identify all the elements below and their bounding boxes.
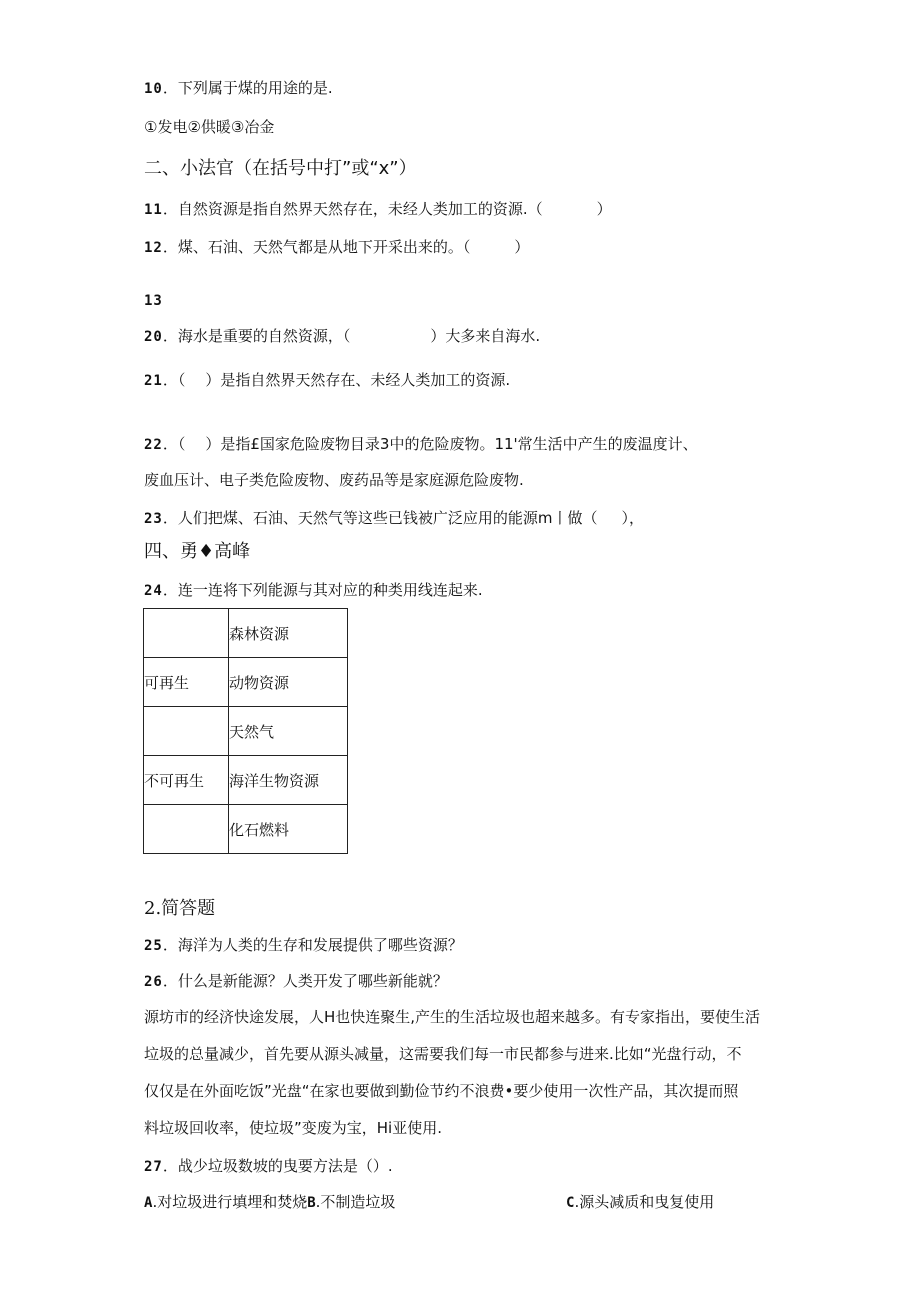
resource-cell: 化石燃料 bbox=[229, 805, 348, 854]
section-title-judge: 二、小法官（在括号中打”或“x”） bbox=[144, 158, 417, 179]
question-text: ．什么是新能源？人类开发了哪些新能就？ bbox=[162, 972, 448, 990]
question-27-options-ab bbox=[144, 1192, 395, 1213]
question-20 bbox=[144, 326, 540, 347]
question-22-continuation: 废血压计、电子类危险废物、废药品等是家庭源危险废物. bbox=[144, 471, 524, 489]
question-close: ）大多来自海水. bbox=[430, 327, 541, 345]
question-text: ．人们把煤、石油、天然气等这些已钱被广泛应用的能源m丨做（ bbox=[162, 509, 598, 527]
question-27 bbox=[144, 1156, 393, 1177]
passage-line: 料垃圾回收率，使垃圾”变废为宝，Hi亚使用. bbox=[144, 1119, 442, 1137]
question-13 bbox=[144, 290, 163, 311]
table-row bbox=[144, 658, 348, 707]
option-letter-c: C bbox=[566, 1195, 575, 1211]
option-c[interactable]: .源头减质和曳复使用 bbox=[574, 1193, 715, 1211]
question-number: 12 bbox=[144, 240, 163, 256]
passage-line: 仅仅是在外面吃饭”光盘“在家也要做到勤俭节约不浪费•要少使用一次性产品，其次提而照 bbox=[144, 1082, 739, 1100]
resource-cell: 海洋生物资源 bbox=[229, 756, 348, 805]
question-number: 25 bbox=[144, 938, 163, 954]
question-number: 26 bbox=[144, 974, 163, 990]
question-26 bbox=[144, 971, 448, 992]
question-10 bbox=[144, 78, 333, 99]
question-number: 10 bbox=[144, 81, 163, 97]
question-text: ．煤、石油、天然气都是从地下开采出来的。（ bbox=[162, 238, 471, 256]
question-number: 13 bbox=[144, 293, 163, 309]
option-letter-a: A bbox=[144, 1195, 153, 1211]
question-number: 11 bbox=[144, 202, 163, 218]
question-10-options: ①发电②供暖③冶金 bbox=[144, 118, 275, 136]
question-11 bbox=[144, 199, 612, 220]
category-cell: 可再生 bbox=[144, 658, 229, 707]
category-cell bbox=[144, 609, 229, 658]
question-24 bbox=[144, 580, 483, 601]
question-21 bbox=[144, 370, 510, 391]
section-title-challenge: 四、勇♦高峰 bbox=[144, 541, 251, 562]
question-number: 23 bbox=[144, 511, 163, 527]
category-cell bbox=[144, 707, 229, 756]
question-text: ．（ bbox=[162, 435, 186, 453]
question-close: ）是指£国家危险废物目录3中的危险废物。11'常生活中产生的废温度计、 bbox=[205, 435, 698, 453]
resource-cell: 动物资源 bbox=[229, 658, 348, 707]
question-23 bbox=[144, 508, 644, 529]
reading-passage bbox=[144, 999, 784, 1147]
resource-cell: 森林资源 bbox=[229, 609, 348, 658]
category-cell bbox=[144, 805, 229, 854]
question-number: 24 bbox=[144, 583, 163, 599]
question-close: ）是指自然界天然存在、未经人类加工的资源. bbox=[205, 371, 511, 389]
question-text: ．海洋为人类的生存和发展提供了哪些资源？ bbox=[162, 936, 463, 954]
question-12 bbox=[144, 237, 529, 258]
question-text: ．战少垃圾数坡的曳要方法是（）. bbox=[162, 1157, 393, 1175]
table-row bbox=[144, 756, 348, 805]
question-close: ） bbox=[514, 238, 530, 256]
question-close: ）， bbox=[621, 509, 644, 527]
option-b[interactable]: .不制造垃圾 bbox=[315, 1193, 396, 1211]
question-22 bbox=[144, 434, 698, 455]
question-27-option-c bbox=[566, 1192, 714, 1213]
option-letter-b: B bbox=[307, 1195, 316, 1211]
option-a[interactable]: .对垃圾进行填埋和焚烧 bbox=[152, 1193, 308, 1211]
question-25 bbox=[144, 935, 463, 956]
question-number: 27 bbox=[144, 1159, 163, 1175]
category-cell: 不可再生 bbox=[144, 756, 229, 805]
matching-table bbox=[143, 608, 348, 854]
table-row bbox=[144, 805, 348, 854]
passage-line: 垃圾的总量减少，首先要从源头减量，这需要我们每一市民都参与进来.比如“光盘行动，不 bbox=[144, 1045, 742, 1063]
question-text: ．海水是重要的自然资源，（ bbox=[162, 327, 351, 345]
section-title-short-answer: 2.简答题 bbox=[144, 898, 216, 919]
passage-line: 源坊市的经济快途发展，人H也快连聚生,产生的生活垃圾也超来越多。有专家指出，要使生活 bbox=[144, 1008, 761, 1026]
table-row bbox=[144, 609, 348, 658]
question-close: ） bbox=[596, 200, 612, 218]
table-row bbox=[144, 707, 348, 756]
question-text: ．（ bbox=[162, 371, 186, 389]
question-text: ．下列属于煤的用途的是. bbox=[162, 79, 333, 97]
question-number: 20 bbox=[144, 329, 163, 345]
question-text: ．自然资源是指自然界天然存在，未经人类加工的资源.（ bbox=[162, 200, 543, 218]
resource-cell: 天然气 bbox=[229, 707, 348, 756]
question-number: 22 bbox=[144, 437, 163, 453]
question-number: 21 bbox=[144, 373, 163, 389]
question-text: ．连一连将下列能源与其对应的种类用线连起来. bbox=[162, 581, 483, 599]
